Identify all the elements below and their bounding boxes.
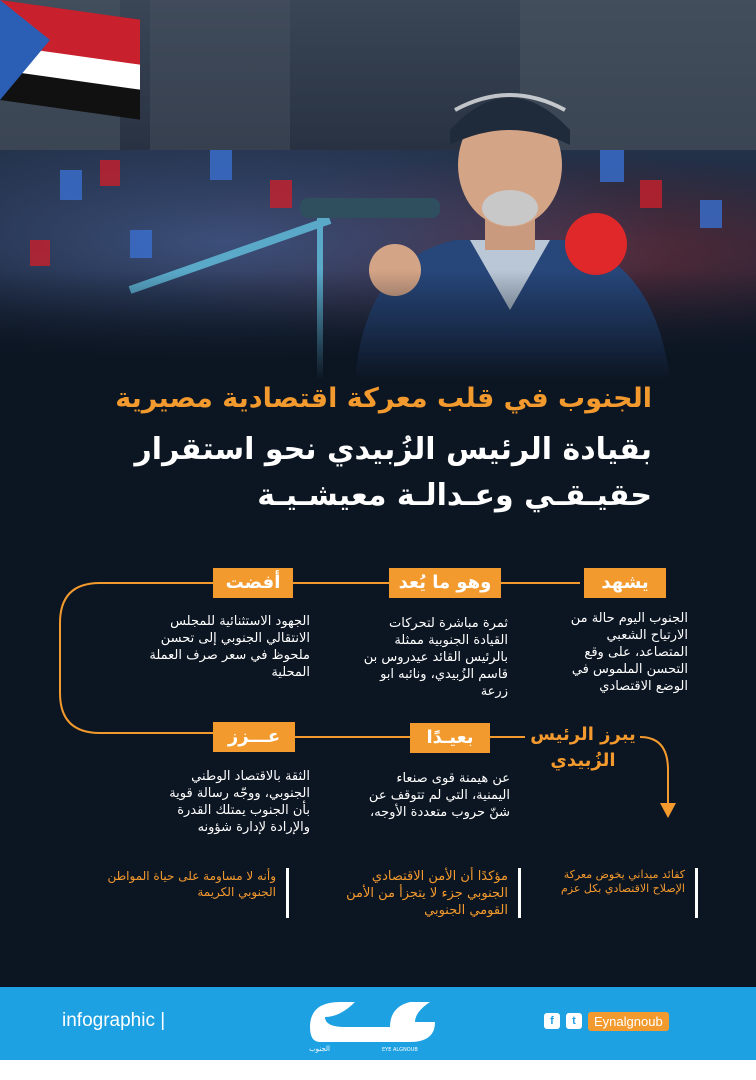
text-yashhad: الجنوب اليوم حالة من الارتياح الشعبي المتصاعد، على وقع التحسن الملموس في الوضع الاقتصادي <box>570 611 688 694</box>
twitter-icon[interactable]: t <box>566 1013 582 1029</box>
footer-tag: infographic | <box>62 1010 166 1031</box>
logo-sub-ar: الجنوب <box>309 1045 330 1053</box>
curved-arrow-icon <box>660 803 676 818</box>
text-baidan: عن هيمنة قوى صنعاء اليمنية، التي لم تتوقف عن شنّ حروب متعددة الأوجه، <box>368 771 510 820</box>
logo-sub-en: EYE ALGNOUB <box>382 1047 418 1053</box>
headline: الجنوب في قلب معركة اقتصادية مصيرية <box>115 383 652 414</box>
social-handle[interactable]: Eynalgnoub <box>588 1012 669 1031</box>
text-azzaz: الثقة بالاقتصاد الوطني الجنوبي، ووجّه رسالة قوية بأن الجنوب يمتلك القدرة والإرادة لإدارة شؤونه <box>169 769 310 835</box>
quote-1: كقائد ميداني يخوض معركة الإصلاح الاقتصادي بكل عزم <box>560 868 698 918</box>
label-azzaz: عـــزز <box>213 722 295 752</box>
label-yabruz: يبرز الرئيس الزُبيدي <box>530 724 636 771</box>
quote-2: مؤكدًا أن الأمن الاقتصادي الجنوبي جزء لا يتجزأ من الأمن القومي الجنوبي <box>343 868 521 918</box>
label-baidan: بعيـدًا <box>410 723 490 753</box>
text-afdat: الجهود الاستثنائية للمجلس الانتقالي الجنوبي إلى تحسن ملحوظ في سعر صرف العملة المحلية <box>149 614 310 680</box>
text-wahua-ma-yuad: ثمرة مباشرة لتحركات القيادة الجنوبية ممثلة بالرئيس القائد عيدروس بن قاسم الزُبيدي، ونائبه ابو زرعة <box>363 616 508 699</box>
subtitle-line-2: حقيـقـي وعـدالـة معيشـيـة <box>257 478 652 513</box>
quote-3: وأنه لا مساومة على حياة المواطن الجنوبي الكريمة <box>103 868 289 918</box>
label-yashhad: يشهد <box>584 568 666 598</box>
subtitle-line-1: بقيادة الرئيس الزُبيدي نحو استقرار <box>134 432 652 467</box>
label-afdat: أفضت <box>213 568 293 598</box>
footer-strip <box>0 1060 756 1080</box>
facebook-icon[interactable]: f <box>544 1013 560 1029</box>
brand-logo <box>300 992 440 1054</box>
label-wahua-ma-yuad: وهو ما يُعد <box>389 568 501 598</box>
